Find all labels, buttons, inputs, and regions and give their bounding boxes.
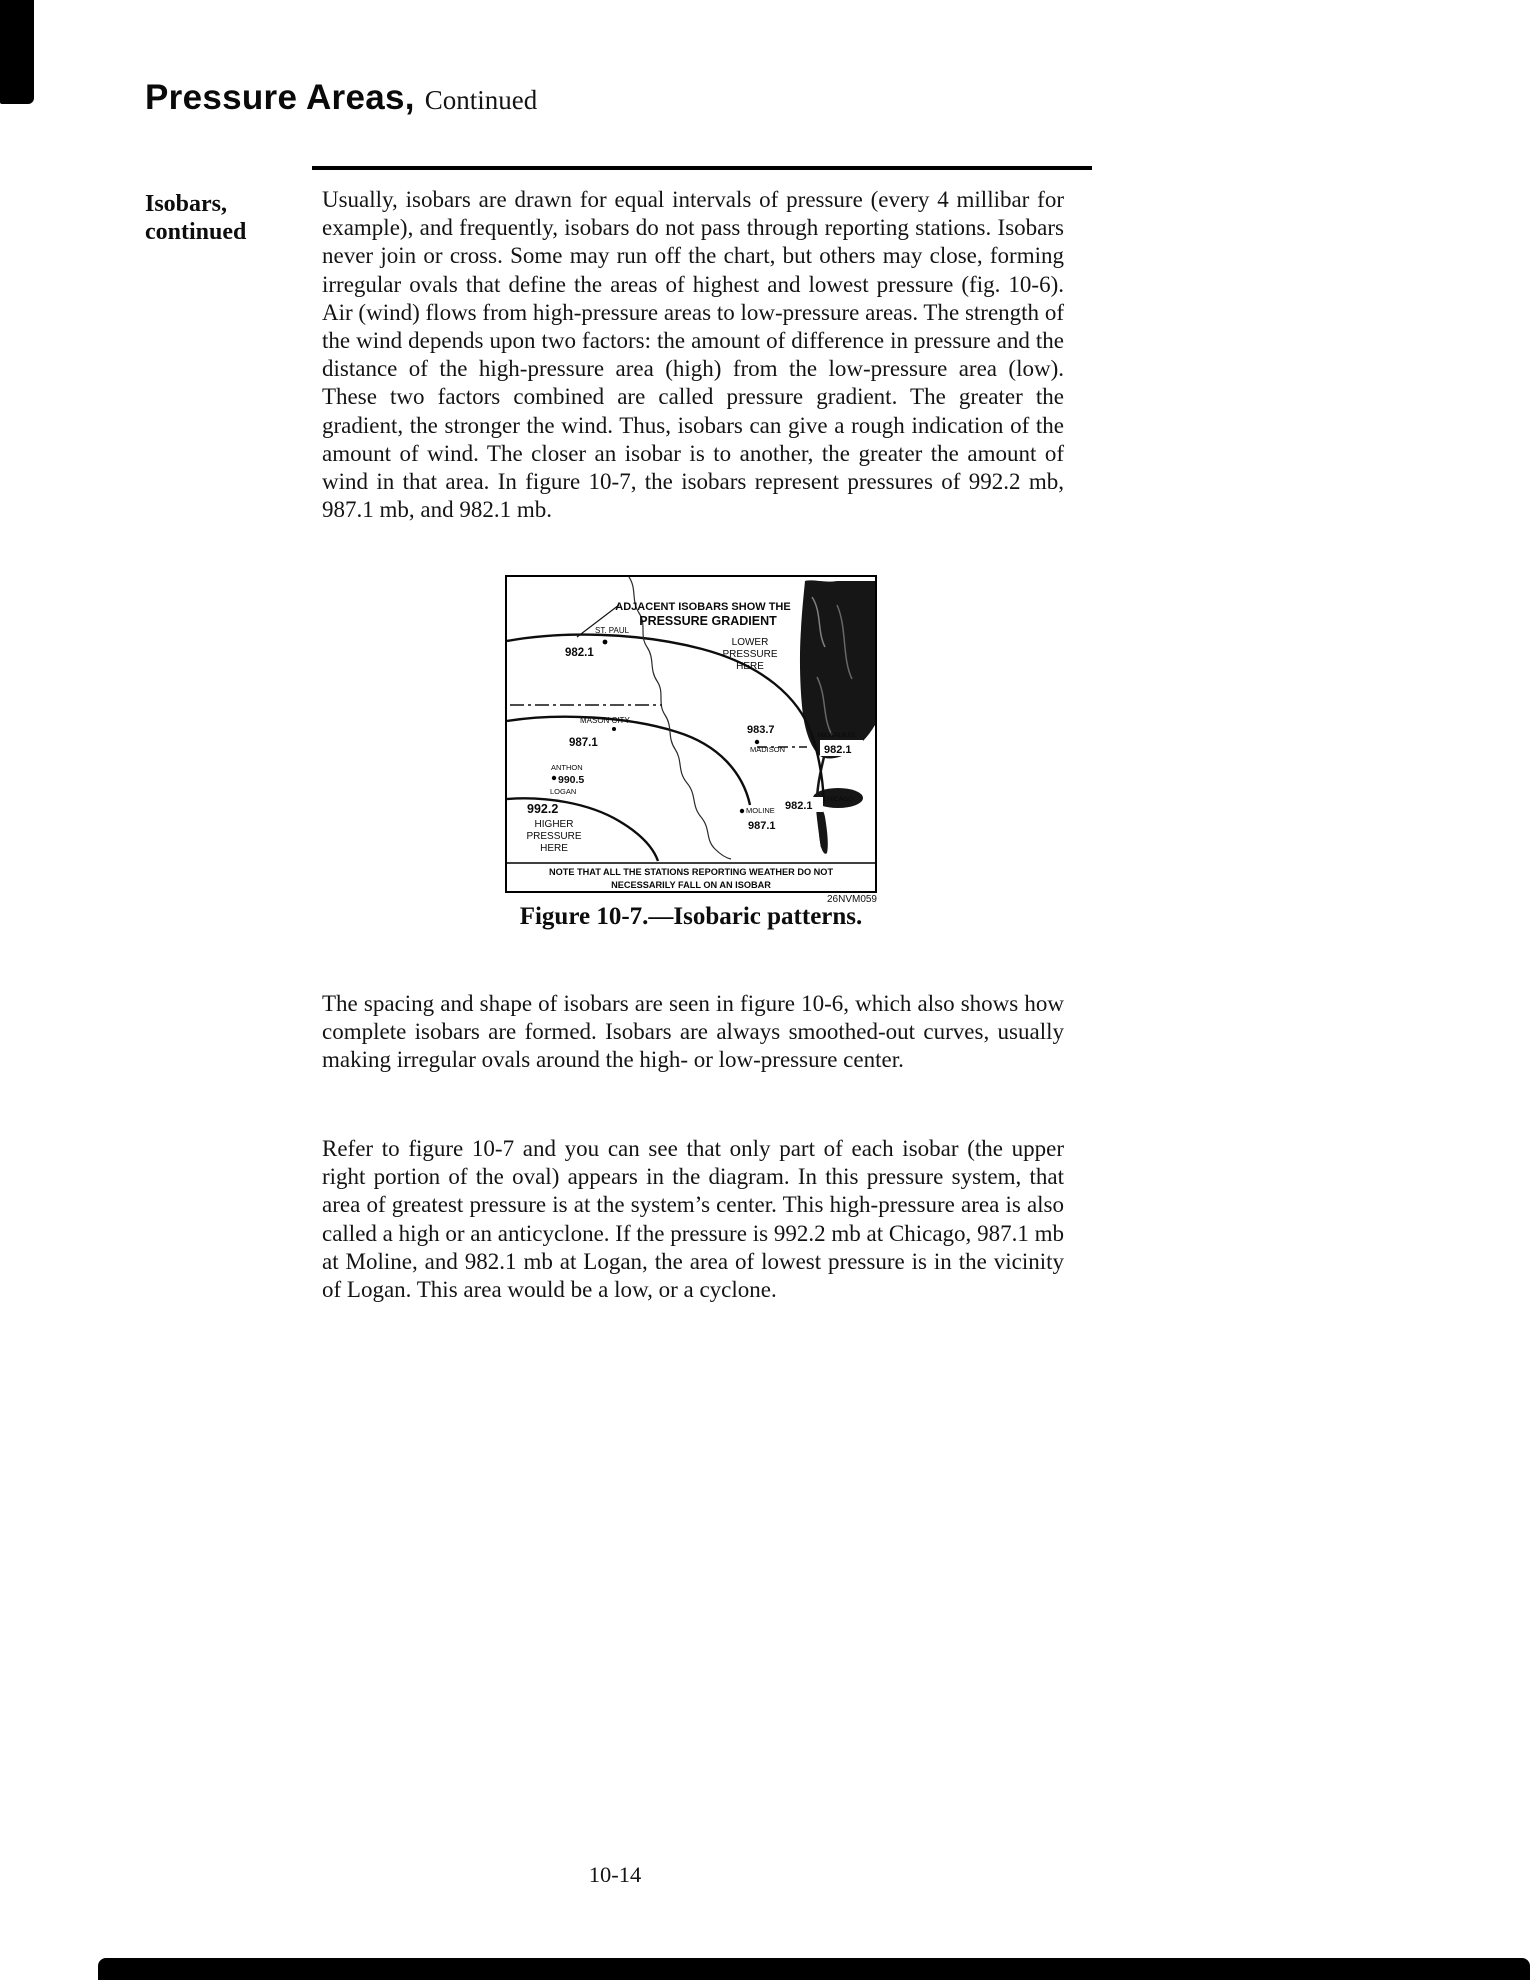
- station-dot-mason-city: [612, 727, 616, 731]
- paragraph-isobars-1: Usually, isobars are drawn for equal intervals of pressure (every 4 millibar for example), and frequently, isobars do not pass through reporting stations. Isobars never join or cross. Some may run off the chart, but others may close, forming irregular ovals that define the areas of highest and lowest pressure (fig. 10-6). Air (wind) flows from high-pressure areas to low-pressure areas. The strength of the wind depends upon two factors: the amount of difference in pressure and the distance of the high-pressure area (high) from the low-pressure area (low). These two factors combined are called pressure gradient. The greater the gradient, the stronger the wind. Thus, isobars can give a rough indication of the amount of wind. The closer an isobar is to another, the greater the amount of wind in that area. In figure 10-7, the isobars represent pressures of 992.2 mb, 987.1 mb, and 982.1 mb.: [322, 187, 1064, 523]
- heading-main: Pressure Areas,: [145, 78, 415, 117]
- map-value-logan: 992.2: [527, 802, 559, 816]
- map-value-moline: 987.1: [748, 820, 776, 832]
- map-label-anthon: ANTHON: [551, 763, 583, 772]
- map-label-gradient-2: PRESSURE GRADIENT: [639, 614, 777, 628]
- map-value-st-paul: 982.1: [565, 647, 594, 659]
- map-label-higher-1: HIGHER: [534, 819, 574, 830]
- paragraph-isobars-3: Refer to figure 10-7 and you can see that only part of each isobar (the upper right portion of the oval) appears in the diagram. In this pressure system, that area of greatest pressure is at the system’s center. This high-pressure area is also called a high or an anticyclone. If the pressure is 992.2 mb at Chicago, 987.1 mb at Moline, and 982.1 mb at Logan, the area of lowest pressure is in the vicinity of Logan. This area would be a low, or a cyclone.: [322, 1136, 1064, 1303]
- figure-10-7-box: [505, 575, 877, 893]
- map-label-chicago: CHICAGO: [822, 796, 854, 803]
- map-note-line-2: NECESSARILY FALL ON AN ISOBAR: [611, 880, 771, 890]
- header-rule: [312, 166, 1092, 170]
- figure-caption: Figure 10-7.—Isobaric patterns.: [519, 903, 863, 930]
- scan-artifact-corner: [0, 0, 34, 104]
- isobar-987: [507, 717, 750, 805]
- station-dot-moline: [740, 809, 744, 813]
- map-label-madison: MADISON: [750, 745, 786, 754]
- margin-label-line1: Isobars,: [145, 191, 228, 217]
- map-label-lower-2: PRESSURE: [722, 649, 778, 660]
- map-value-milwaukee: 982.1: [824, 744, 852, 756]
- paragraph-isobars-2: The spacing and shape of isobars are seen in figure 10-6, which also shows how complete isobars are formed. Isobars are always smoothed-out curves, usually making irregular ovals around the high- or low-pressure center.: [322, 991, 1064, 1073]
- station-dot-madison: [755, 740, 759, 744]
- map-label-logan: LOGAN: [550, 787, 577, 796]
- margin-section-label: [145, 190, 246, 246]
- heading-continued: Continued: [424, 85, 538, 115]
- map-label-mason-city: MASON CITY: [580, 716, 630, 725]
- map-label-moline: MOLINE: [746, 806, 775, 815]
- map-label-higher-2: PRESSURE: [526, 831, 582, 842]
- map-value-chicago: 982.1: [785, 800, 813, 812]
- map-label-gradient-1: ADJACENT ISOBARS SHOW THE: [615, 601, 791, 613]
- map-label-lower-3: HERE: [736, 661, 764, 672]
- map-label-milwaukee: MILWAUKEE: [817, 732, 857, 739]
- map-label-st-paul: ST. PAUL: [595, 626, 630, 635]
- map-note-line-1: NOTE THAT ALL THE STATIONS REPORTING WEATHER DO NOT: [548, 867, 834, 877]
- station-dot-anthon: [552, 776, 556, 780]
- map-value-madison: 983.7: [747, 724, 775, 736]
- figure-credit: 26NVM059: [826, 894, 877, 905]
- margin-label-line2: continued: [145, 219, 247, 245]
- map-value-mason-city: 987.1: [569, 737, 598, 749]
- page-number: 10-14: [588, 1862, 642, 1887]
- station-dot-st-paul: [603, 640, 608, 645]
- isobaric-patterns-map: [507, 577, 875, 891]
- map-label-higher-3: HERE: [540, 843, 568, 854]
- map-value-anthon: 990.5: [558, 774, 585, 786]
- scan-artifact-bottom-bar: [98, 1958, 1530, 1980]
- map-label-lower-1: LOWER: [731, 637, 769, 648]
- page-heading: [145, 78, 537, 118]
